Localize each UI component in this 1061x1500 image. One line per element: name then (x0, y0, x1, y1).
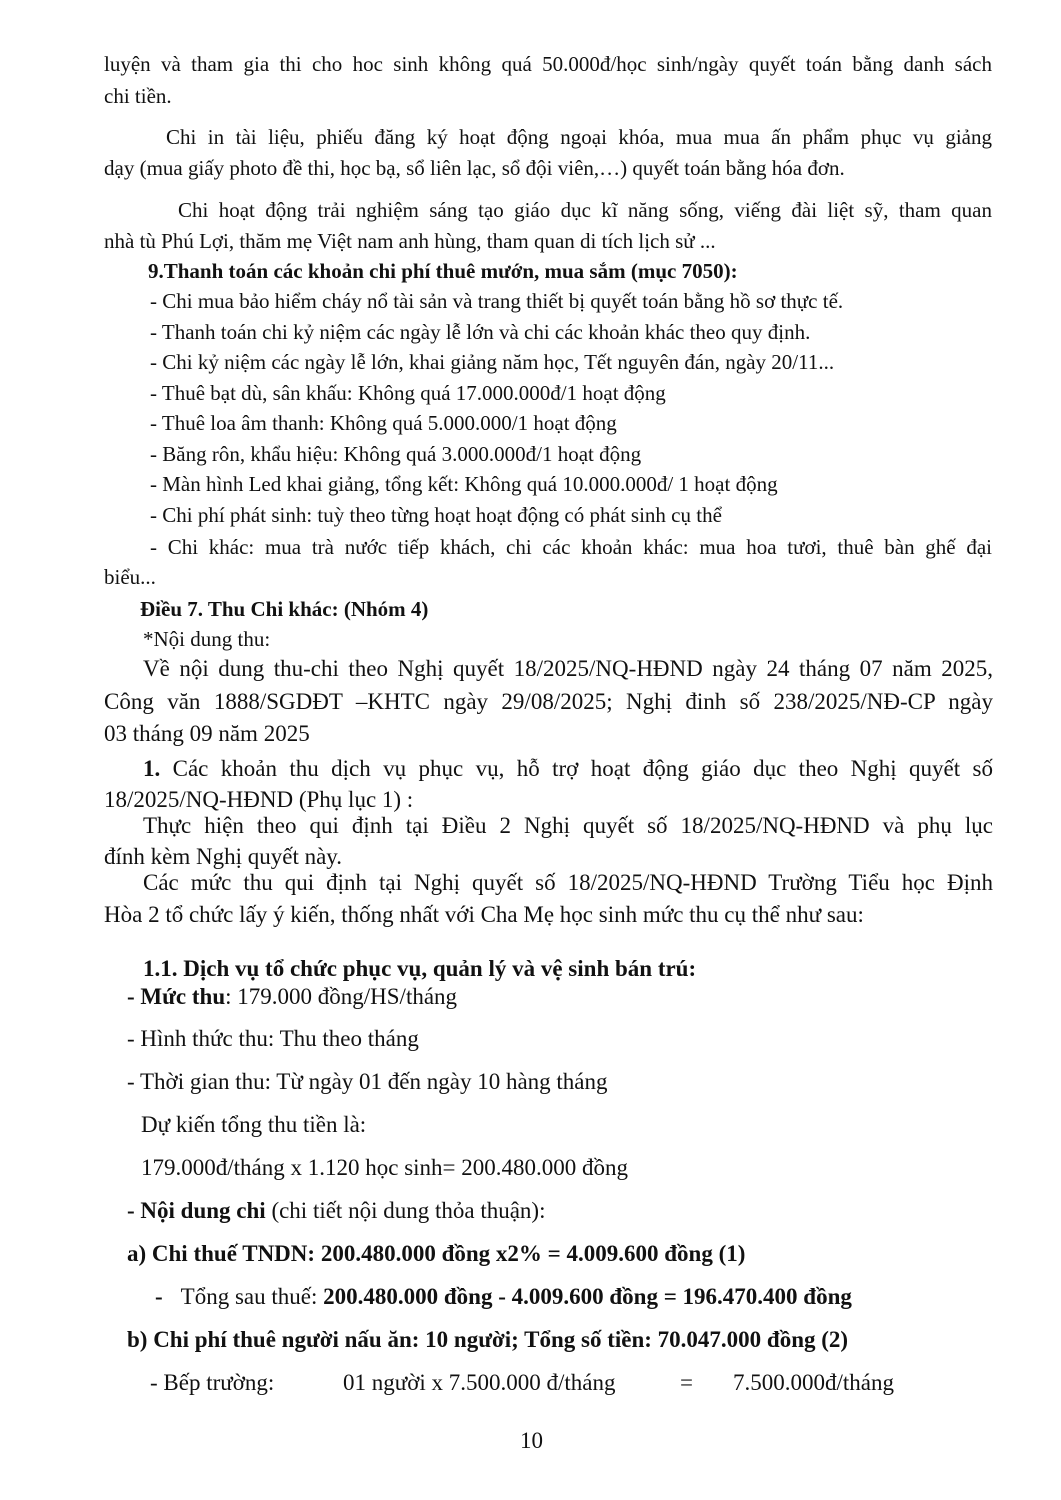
list-item: - Băng rôn, khẩu hiệu: Không quá 3.000.000đ/1 hoạt động (150, 442, 642, 466)
value-text: : 179.000 đồng/HS/tháng (225, 984, 458, 1009)
label-bold: - Mức thu (127, 984, 226, 1009)
text-line (155, 1283, 852, 1311)
label-text: Tổng sau thuế: (180, 1284, 324, 1309)
text-line: - Bếp trường: (150, 1370, 275, 1395)
text-line: Chi hoạt động trải nghiệm sáng tạo giáo dục kĩ năng sống, viếng đài liệt sỹ, tham quan (178, 198, 992, 222)
item-number: 1. (143, 756, 161, 781)
label-bold: - Nội dung chi (127, 1198, 266, 1223)
text-line: chi tiền. (104, 84, 172, 108)
bullet: - (155, 1284, 163, 1309)
section-heading: 9.Thanh toán các khoản chi phí thuê mướn, mua sắm (mục 7050): (148, 259, 738, 283)
list-item: - Thuê bạt dù, sân khấu: Không quá 17.000.000đ/1 hoạt động (150, 381, 666, 405)
text-line (127, 983, 457, 1011)
text-line: - Hình thức thu: Thu theo tháng (127, 1026, 419, 1051)
text-line: 18/2025/NQ-HĐND (Phụ lục 1) : (104, 787, 414, 812)
text-line: 7.500.000đ/tháng (733, 1370, 894, 1395)
subsection-heading: 1.1. Dịch vụ tổ chức phục vụ, quản lý và vệ sinh bán trú: (143, 956, 697, 981)
text-line: biểu... (104, 565, 156, 589)
text-line: dạy (mua giấy photo đề thi, học bạ, sổ liên lạc, sổ đội viên,…) quyết toán bằng hóa đơn. (104, 156, 845, 180)
text-line: nhà tù Phú Lợi, thăm mẹ Việt nam anh hùng, tham quan di tích lịch sử ... (104, 229, 716, 253)
list-item: - Chi phí phát sinh: tuỳ theo từng hoạt hoạt động có phát sinh cụ thể (150, 503, 722, 527)
text-line: = (680, 1370, 693, 1395)
text-line: 01 người x 7.500.000 đ/tháng (343, 1370, 616, 1395)
list-item: - Chi kỷ niệm các ngày lễ lớn, khai giảng năm học, Tết nguyên đán, ngày 20/11... (150, 350, 835, 374)
text-line: luyện và tham gia thi cho hoc sinh không quá 50.000đ/học sinh/ngày quyết toán bằng danh sách (104, 52, 992, 76)
list-item: - Thuê loa âm thanh: Không quá 5.000.000/1 hoạt động (150, 411, 617, 435)
value-bold: 200.480.000 đồng - 4.009.600 đồng = 196.470.400 đồng (323, 1284, 852, 1309)
article-heading: Điều 7. Thu Chi khác: (Nhóm 4) (140, 597, 429, 621)
item-heading: b) Chi phí thuê người nấu ăn: 10 người; Tổng số tiền: 70.047.000 đồng (2) (127, 1327, 849, 1352)
text-line: Chi in tài liệu, phiếu đăng ký hoạt động ngoại khóa, mua mua ấn phẩm phục vụ giảng (166, 125, 992, 149)
text-line: 179.000đ/tháng x 1.120 học sinh= 200.480.000 đồng (141, 1155, 629, 1180)
text-line: Về nội dung thu-chi theo Nghị quyết 18/2025/NQ-HĐND ngày 24 tháng 07 năm 2025, (143, 656, 993, 681)
text-line: Hòa 2 tổ chức lấy ý kiến, thống nhất với Cha Mẹ học sinh mức thu cụ thể như sau: (104, 902, 864, 927)
text-line (127, 1197, 545, 1225)
list-item: - Thanh toán chi kỷ niệm các ngày lễ lớn và chi các khoản khác theo quy định. (150, 320, 811, 344)
text-line: *Nội dung thu: (143, 627, 271, 651)
text-line: - Thời gian thu: Từ ngày 01 đến ngày 10 hàng tháng (127, 1069, 608, 1094)
page-number: 10 (520, 1428, 543, 1453)
text-line (143, 755, 993, 783)
text-line: Công văn 1888/SGDĐT –KHTC ngày 29/08/2025; Nghị đinh số 238/2025/NĐ-CP ngày (104, 689, 993, 714)
item-text: Các khoản thu dịch vụ phục vụ, hỗ trợ hoạt động giáo dục theo Nghị quyết số (160, 756, 993, 781)
text-line: Các mức thu qui định tại Nghị quyết số 18/2025/NQ-HĐND Trường Tiểu học Định (143, 870, 993, 895)
text-line: 03 tháng 09 năm 2025 (104, 721, 310, 746)
item-heading: a) Chi thuế TNDN: 200.480.000 đồng x2% = 4.009.600 đồng (1) (127, 1241, 746, 1266)
text-line: Dự kiến tổng thu tiền là: (141, 1112, 367, 1137)
text-line: Thực hiện theo qui định tại Điều 2 Nghị quyết số 18/2025/NQ-HĐND và phụ lục (143, 813, 993, 838)
text-line: đính kèm Nghị quyết này. (104, 844, 343, 869)
list-item: - Chi khác: mua trà nước tiếp khách, chi các khoản khác: mua hoa tươi, thuê bàn ghế đại (150, 535, 992, 559)
value-text: (chi tiết nội dung thỏa thuận): (265, 1198, 546, 1223)
list-item: - Màn hình Led khai giảng, tổng kết: Không quá 10.000.000đ/ 1 hoạt động (150, 472, 778, 496)
list-item: - Chi mua bảo hiểm cháy nổ tài sản và trang thiết bị quyết toán bằng hồ sơ thực tế. (150, 289, 844, 313)
